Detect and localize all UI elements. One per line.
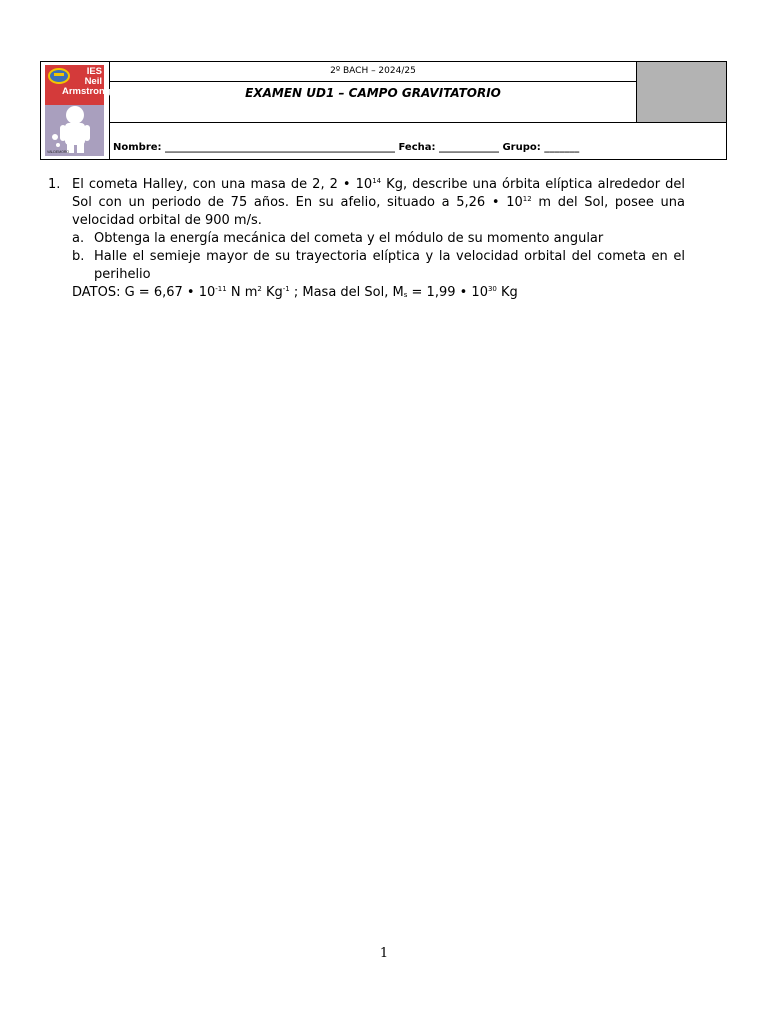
subquestion-a-letter: a. [72, 231, 85, 246]
subquestion-b-text: Halle el semieje mayor de su trayectoria elíptica y la velocidad orbital del cometa en el perihelio [94, 249, 685, 282]
nombre-field: Nombre: ______________________________________________ [113, 142, 396, 153]
logo-footer: VALDEMORO [47, 150, 70, 154]
course-label: 2º BACH – 2024/25 [110, 62, 637, 82]
school-logo [45, 65, 111, 156]
exam-header [40, 61, 727, 160]
subquestion-a [48, 230, 685, 248]
grupo-field: Grupo: _______ [502, 142, 580, 153]
fecha-field: Fecha: ____________ [398, 142, 499, 153]
logo-cell [41, 62, 110, 159]
datos-line: DATOS: G = 6,67 • $10^{-11}$ N $m^2$ $Kg^{-1}$ ; Masa del Sol, Ms = 1,99 • $10^{30}$ Kg [72, 285, 518, 300]
exam-title: EXAMEN UD1 – CAMPO GRAVITATORIO [110, 82, 637, 122]
subquestion-b [48, 248, 685, 284]
grade-box [637, 62, 726, 122]
student-info-row [110, 122, 726, 159]
question-statement: El cometa Halley, con una masa de 2, 2 • $10^{14}$ Kg, describe una órbita elíptica alrededor del Sol con un periodo de 75 años. En su afelio, situado a 5,26 • $10^{12}$ m del Sol, posee una velocidad orbital de 900 m/s. [72, 177, 685, 228]
subquestion-a-text: Obtenga la energía mecánica del cometa y el módulo de su momento angular [94, 231, 604, 246]
question-1 [72, 176, 685, 304]
subquestion-b-letter: b. [72, 249, 85, 264]
page-number: 1 [379, 946, 389, 961]
question-number: 1. [48, 177, 61, 192]
astronaut-icon [45, 65, 111, 156]
logo-text: IES Neil Armstrong [62, 66, 111, 97]
